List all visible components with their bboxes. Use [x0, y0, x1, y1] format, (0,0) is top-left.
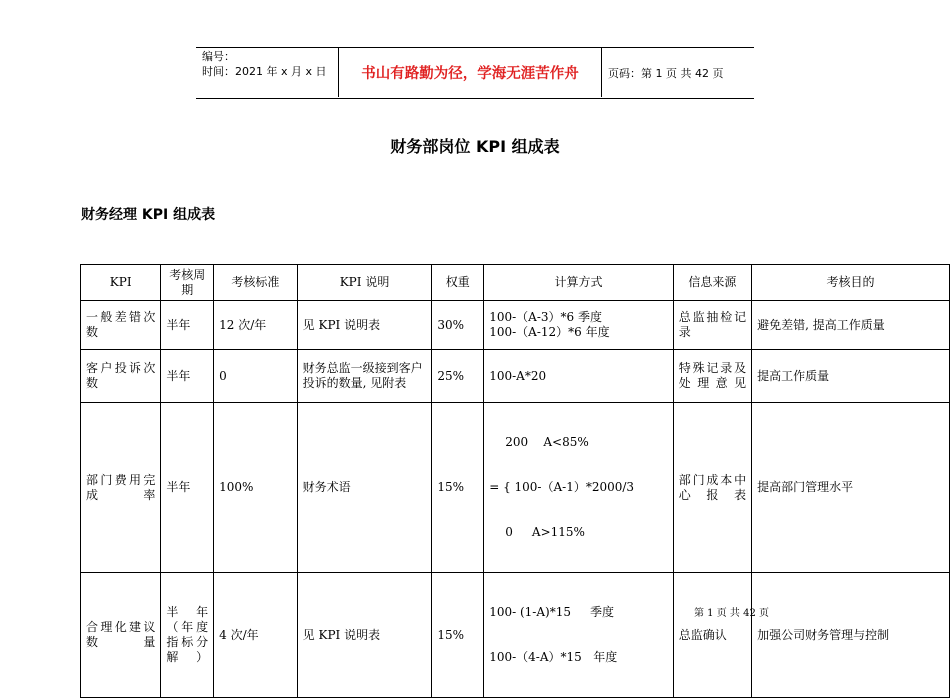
kpi-table [80, 264, 950, 698]
purpose-cell: 提高部门管理水平 [752, 403, 950, 573]
kpi-name-cell: 合理化建议数量 [81, 573, 161, 698]
calc-line: = { 100-（A-1）*2000/3 [489, 480, 635, 494]
source-cell: 总监抽检记录 [673, 301, 751, 350]
description-cell: 财务总监一级接到客户投诉的数量, 见附表 [297, 350, 432, 403]
description-cell: 见 KPI 说明表 [297, 301, 432, 350]
calc-line: 0 A>115% [505, 525, 585, 539]
weight-cell: 30% [432, 301, 484, 350]
standard-cell: 12 次/年 [214, 301, 298, 350]
source-cell: 特殊记录及处理意见 [673, 350, 751, 403]
column-header: 考核标准 [214, 265, 298, 301]
page-footer: 第 1 页 共 42 页 [694, 608, 769, 619]
table-row [81, 573, 950, 698]
calc-cell [484, 403, 674, 573]
header-page-code: 页码：第 1 页 共 42 页 [608, 66, 724, 80]
header-motto: 书山有路勤为径，学海无涯苦作舟 [338, 48, 602, 97]
weight-cell: 15% [432, 573, 484, 698]
page-header [196, 47, 754, 99]
document-title: 财务部岗位 KPI 组成表 [390, 137, 560, 156]
calc-line: 100-（4-A）*15 年度 [489, 650, 618, 664]
period-cell: 半年（年度指标分解） [161, 573, 214, 698]
source-cell: 部门成本中心报表 [673, 403, 751, 573]
table-row [81, 403, 950, 573]
kpi-name-cell: 客户投诉次数 [81, 350, 161, 403]
calc-line: 100- (1-A)*15 季度 [489, 605, 615, 619]
number-label: 编号： [202, 50, 235, 63]
standard-cell: 0 [214, 350, 298, 403]
calc-cell [484, 573, 674, 698]
weight-cell: 25% [432, 350, 484, 403]
column-header: KPI [81, 265, 161, 301]
time-label: 时间：2021 年 x 月 x 日 [202, 65, 327, 78]
column-header: 考核目的 [752, 265, 950, 301]
column-header: 权重 [432, 265, 484, 301]
calc-cell [484, 301, 674, 350]
header-meta [202, 49, 338, 79]
description-cell: 见 KPI 说明表 [297, 573, 432, 698]
section-subtitle: 财务经理 KPI 组成表 [81, 207, 216, 223]
weight-cell: 15% [432, 403, 484, 573]
purpose-cell: 提高工作质量 [752, 350, 950, 403]
standard-cell: 4 次/年 [214, 573, 298, 698]
kpi-name-cell: 一般差错次数 [81, 301, 161, 350]
calc-cell [484, 350, 674, 403]
column-header: 考核周期 [161, 265, 214, 301]
table-header-row [81, 265, 950, 301]
column-header: 信息来源 [673, 265, 751, 301]
source-cell: 总监确认 [673, 573, 751, 698]
table-row [81, 350, 950, 403]
table-row [81, 301, 950, 350]
kpi-name-cell: 部门费用完成率 [81, 403, 161, 573]
column-header: 计算方式 [484, 265, 674, 301]
standard-cell: 100% [214, 403, 298, 573]
description-cell: 财务术语 [297, 403, 432, 573]
purpose-cell: 加强公司财务管理与控制 [752, 573, 950, 698]
calc-line: 100-（A-3）*6 季度 [489, 310, 602, 324]
period-cell: 半年 [161, 301, 214, 350]
calc-line: 100-（A-12）*6 年度 [489, 325, 610, 339]
period-cell: 半年 [161, 403, 214, 573]
calc-line: 100-A*20 [489, 368, 547, 383]
calc-line: 200 A<85% [505, 435, 589, 449]
purpose-cell: 避免差错, 提高工作质量 [752, 301, 950, 350]
period-cell: 半年 [161, 350, 214, 403]
column-header: KPI 说明 [297, 265, 432, 301]
